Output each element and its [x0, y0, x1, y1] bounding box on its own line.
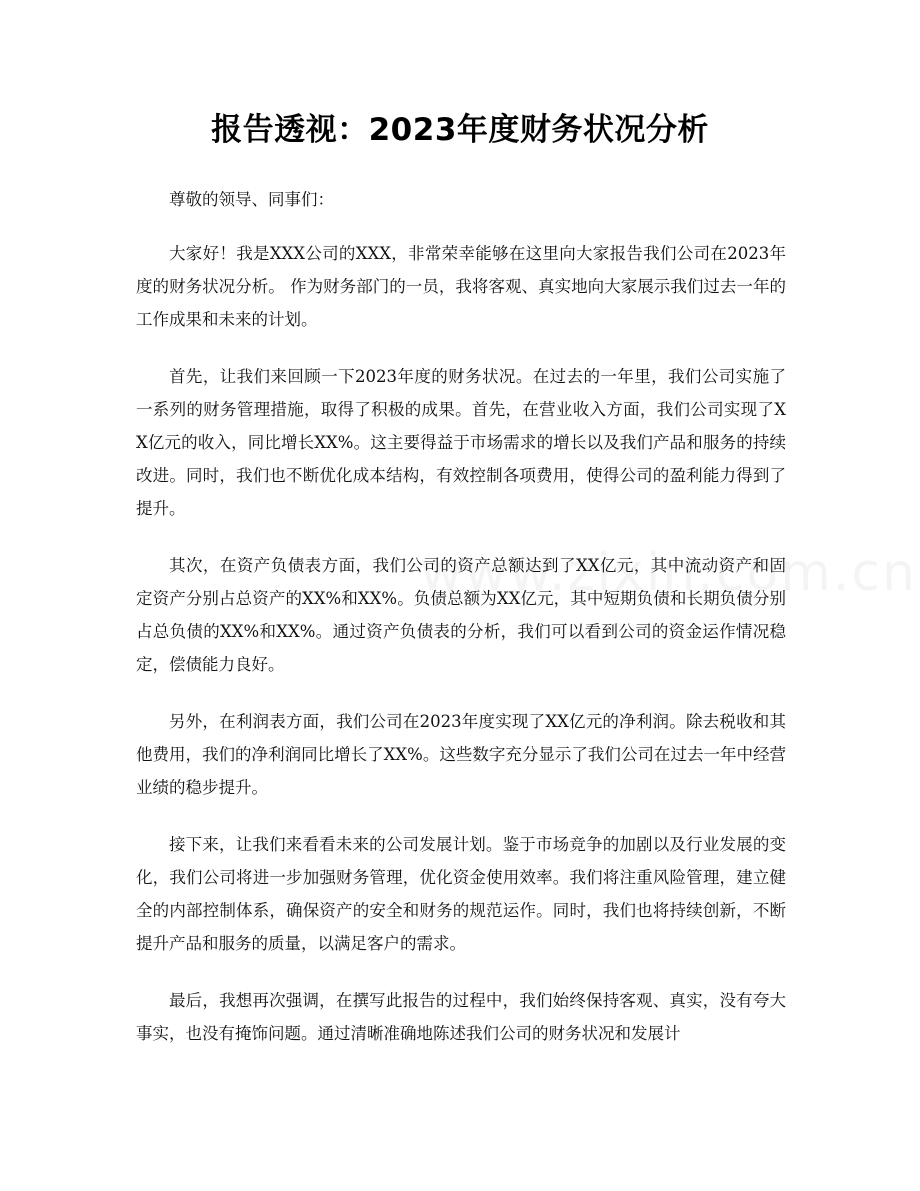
conclusion-paragraph: 最后，我想再次强调，在撰写此报告的过程中，我们始终保持客观、真实，没有夸大事实，也没有掩饰问题。通过清晰准确地陈述我们公司的财务状况和发展计: [136, 991, 786, 1043]
income-statement-paragraph: 另外，在利润表方面，我们公司在2023年度实现了XX亿元的净利润。除去税收和其他费用，我们的净利润同比增长了XX%。这些数字充分显示了我们公司在过去一年中经营业绩的稳步提升。: [136, 712, 786, 797]
revenue-paragraph: 首先，让我们来回顾一下2023年度的财务状况。在过去的一年里，我们公司实施了一系列的财务管理措施，取得了积极的成果。首先，在营业收入方面，我们公司实现了XX亿元的收入，同比增长XX%。这主要得益于市场需求的增长以及我们产品和服务的持续改进。同时，我们也不断优化成本结构，有效控制各项费用，使得公司的盈利能力得到了提升。: [136, 367, 786, 518]
document-body: [136, 183, 786, 1074]
intro-paragraph: 大家好！我是XXX公司的XXX，非常荣幸能够在这里向大家报告我们公司在2023年度的财务状况分析。 作为财务部门的一员，我将客观、真实地向大家展示我们过去一年的工作成果和未来的计划。: [136, 244, 786, 329]
greeting-paragraph: 尊敬的领导、同事们：: [169, 190, 334, 209]
document-title: 报告透视：2023年度财务状况分析: [211, 112, 709, 148]
future-plan-paragraph: 接下来，让我们来看看未来的公司发展计划。鉴于市场竞争的加剧以及行业发展的变化，我们公司将进一步加强财务管理，优化资金使用效率。我们将注重风险管理，建立健全的内部控制体系，确保资产的安全和财务的规范运作。同时，我们也将持续创新，不断提升产品和服务的质量，以满足客户的需求。: [136, 835, 786, 953]
balance-sheet-paragraph: 其次，在资产负债表方面，我们公司的资产总额达到了XX亿元，其中流动资产和固定资产分别占总资产的XX%和XX%。负债总额为XX亿元，其中短期负债和长期负债分别占总负债的XX%和XX%。通过资产负债表的分析，我们可以看到公司的资金运作情况稳定，偿债能力良好。: [136, 556, 786, 674]
